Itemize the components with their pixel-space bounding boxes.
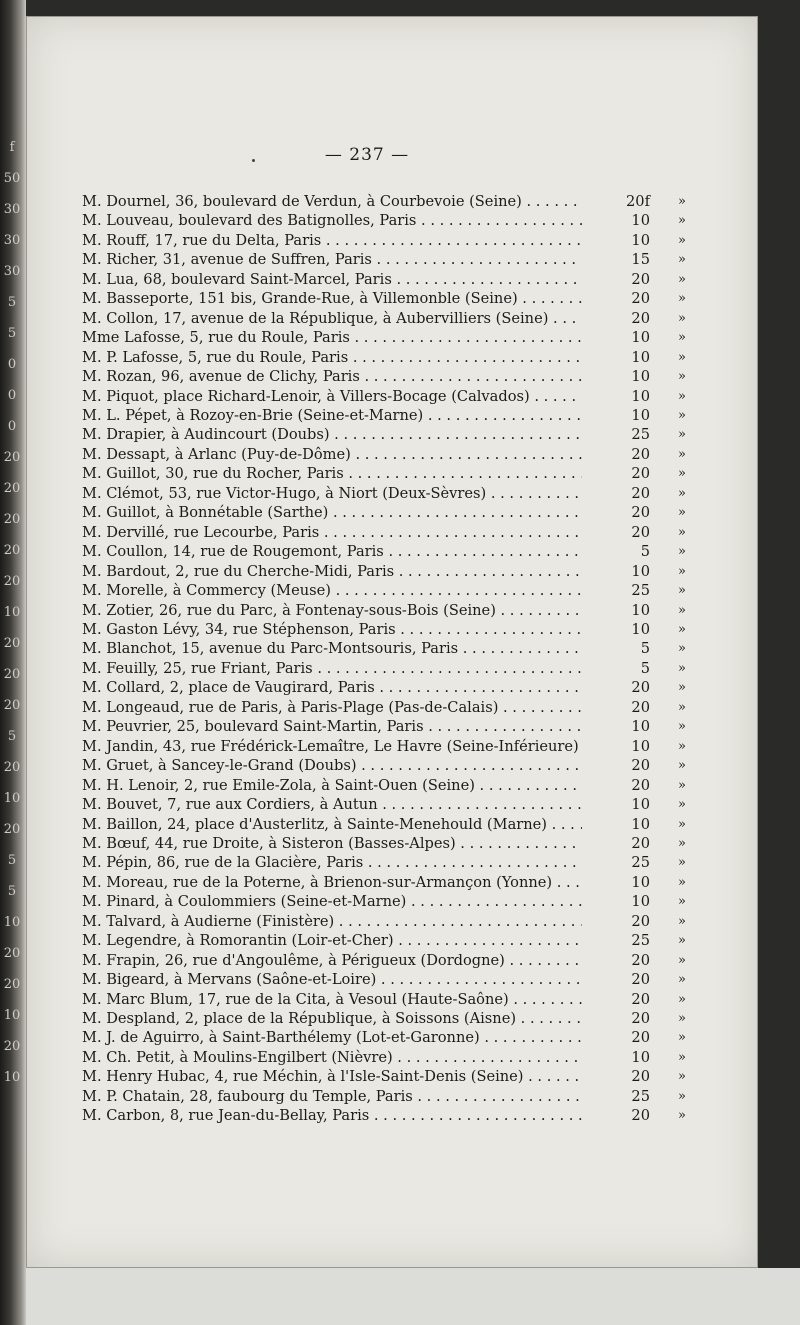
subscriber-name-address: M. Bigeard, à Mervans (Saône-et-Loire) . . . [82, 970, 582, 989]
scan-background [26, 1268, 800, 1325]
centimes-mark: » [678, 855, 686, 871]
list-item [82, 659, 694, 678]
subscriber-name-address: M. L. Pépet, à Rozoy-en-Brie (Seine-et-Marne) . . . [82, 406, 582, 425]
subscriber-name-address: M. Frapin, 26, rue d'Angoulême, à Périgueux (Dordogne) . . . [82, 951, 582, 970]
list-item [82, 853, 694, 872]
list-item [82, 1087, 694, 1106]
centimes-mark: » [678, 816, 686, 832]
edge-fragment: 30 [3, 233, 21, 248]
subscription-amount: 10 [631, 329, 650, 347]
centimes-mark: » [678, 466, 686, 482]
list-item [82, 328, 694, 347]
subscriber-name-address: M. Blanchot, 15, avenue du Parc-Montsouris, Paris . . . [82, 639, 582, 658]
subscriber-name-address: M. Basseporte, 151 bis, Grande-Rue, à Villemonble (Seine) . . . [82, 289, 582, 308]
subscription-amount: 20 [631, 757, 650, 775]
subscription-amount: 10 [631, 212, 650, 230]
subscriber-name-address: M. Morelle, à Commercy (Meuse) . . . [82, 581, 582, 600]
list-item [82, 503, 694, 522]
subscription-amount: 15 [631, 251, 650, 269]
subscriber-name-address: M. Lua, 68, boulevard Saint-Marcel, Paris . . . [82, 270, 582, 289]
centimes-mark: » [678, 797, 686, 813]
list-item [82, 1048, 694, 1067]
list-item [82, 698, 694, 717]
list-item [82, 912, 694, 931]
subscriber-name-address: M. Peuvrier, 25, boulevard Saint-Martin, Paris . . . [82, 717, 582, 736]
subscription-amount: 10 [631, 1048, 650, 1066]
centimes-mark: » [678, 291, 686, 307]
centimes-mark: » [678, 407, 686, 423]
subscription-amount: 25 [631, 932, 650, 950]
list-item [82, 970, 694, 989]
list-item [82, 815, 694, 834]
subscriber-name-address: M. Dervillé, rue Lecourbe, Paris . . . [82, 523, 582, 542]
list-item [82, 425, 694, 444]
subscriber-name-address: M. Dournel, 36, boulevard de Verdun, à Courbevoie (Seine) . . . [82, 192, 582, 211]
list-item [82, 387, 694, 406]
subscription-amount: 5 [640, 659, 650, 677]
list-item [82, 1067, 694, 1086]
centimes-mark: » [678, 933, 686, 949]
subscriber-name-address: M. Feuilly, 25, rue Friant, Paris . . . [82, 659, 582, 678]
list-item [82, 834, 694, 853]
centimes-mark: » [678, 1069, 686, 1085]
edge-fragment: 5 [7, 295, 17, 310]
list-item [82, 523, 694, 542]
subscription-amount: 10 [631, 231, 650, 249]
subscription-amount: 25 [631, 854, 650, 872]
centimes-mark: » [678, 738, 686, 754]
subscription-amount: 20 [631, 504, 650, 522]
subscriber-name-address: M. Coullon, 14, rue de Rougemont, Paris . . . [82, 542, 582, 561]
subscriber-name-address: M. Guillot, à Bonnétable (Sarthe) . . . [82, 503, 582, 522]
list-item [82, 795, 694, 814]
list-item [82, 678, 694, 697]
edge-fragment: 20 [3, 760, 21, 775]
centimes-mark: » [678, 660, 686, 676]
centimes-mark: » [678, 271, 686, 287]
list-item [82, 406, 694, 425]
subscriber-name-address: M. Clémot, 53, rue Victor-Hugo, à Niort (Deux-Sèvres) . . . [82, 484, 582, 503]
edge-fragment: 20 [3, 977, 21, 992]
subscriber-name-address: Mme Lafosse, 5, rue du Roule, Paris . . . [82, 328, 582, 347]
centimes-mark: » [678, 777, 686, 793]
subscriber-name-address: M. Bouvet, 7, rue aux Cordiers, à Autun . . . [82, 795, 582, 814]
edge-fragment: 5 [7, 729, 17, 744]
list-item [82, 717, 694, 736]
edge-fragment: 30 [3, 202, 21, 217]
centimes-mark: » [678, 427, 686, 443]
edge-fragment: 0 [7, 419, 17, 434]
edge-fragment: 5 [7, 884, 17, 899]
subscription-amount: 10 [631, 387, 650, 405]
list-item [82, 464, 694, 483]
edge-fragment: 10 [3, 791, 21, 806]
subscription-amount: 10 [631, 718, 650, 736]
edge-fragment: 20 [3, 946, 21, 961]
list-item [82, 620, 694, 639]
subscriber-name-address: M. Dessapt, à Arlanc (Puy-de-Dôme) . . . [82, 445, 582, 464]
subscriber-name-address: M. Legendre, à Romorantin (Loir-et-Cher) . . . [82, 931, 582, 950]
edge-fragment: 30 [3, 264, 21, 279]
subscriber-name-address: M. Carbon, 8, rue Jean-du-Bellay, Paris . . . [82, 1106, 582, 1125]
centimes-mark: » [678, 894, 686, 910]
subscription-amount: 10 [631, 620, 650, 638]
centimes-mark: » [678, 485, 686, 501]
list-item [82, 1106, 694, 1125]
edge-fragment: 20 [3, 512, 21, 527]
edge-fragment: 10 [3, 605, 21, 620]
subscription-amount: 5 [640, 640, 650, 658]
subscriber-name-address: M. Marc Blum, 17, rue de la Cita, à Vesoul (Haute-Saône) . . . [82, 990, 582, 1009]
centimes-mark: » [678, 699, 686, 715]
centimes-mark: » [678, 524, 686, 540]
subscription-amount: 20 [631, 309, 650, 327]
edge-fragment: 50 [3, 171, 21, 186]
subscription-amount: 20 [631, 1029, 650, 1047]
list-item [82, 289, 694, 308]
subscription-amount: 10 [631, 737, 650, 755]
centimes-mark: » [678, 232, 686, 248]
list-item [82, 445, 694, 464]
centimes-mark: » [678, 583, 686, 599]
subscription-amount: 10 [631, 796, 650, 814]
subscriber-name-address: M. Gaston Lévy, 34, rue Stéphenson, Paris . . . [82, 620, 582, 639]
edge-fragment: f [9, 140, 15, 155]
subscriber-name-address: M. Rozan, 96, avenue de Clichy, Paris . . . [82, 367, 582, 386]
edge-fragment: 10 [3, 1070, 21, 1085]
list-item [82, 776, 694, 795]
centimes-mark: » [678, 680, 686, 696]
subscription-amount: 20 [631, 990, 650, 1008]
subscription-amount: 20 [631, 1107, 650, 1125]
list-item [82, 250, 694, 269]
centimes-mark: » [678, 505, 686, 521]
centimes-mark: » [678, 1108, 686, 1124]
subscriber-name-address: M. Baillon, 24, place d'Austerlitz, à Sainte-Menehould (Marne) . . . [82, 815, 582, 834]
subscription-amount: 10 [631, 815, 650, 833]
subscription-amount: 25 [631, 426, 650, 444]
centimes-mark: » [678, 913, 686, 929]
page-number: — 237 — [324, 145, 410, 165]
subscription-amount: 20 [631, 912, 650, 930]
list-item [82, 931, 694, 950]
subscription-amount: 20 [631, 971, 650, 989]
list-item [82, 231, 694, 250]
subscription-amount: 25 [631, 582, 650, 600]
subscriber-name-address: M. Jandin, 43, rue Frédérick-Lemaître, Le Havre (Seine-Inférieure) . . . [82, 737, 582, 756]
subscription-amount: 10 [631, 873, 650, 891]
subscriber-name-address: M. P. Chatain, 28, faubourg du Temple, Paris . . . [82, 1087, 582, 1106]
subscription-amount: 20 [631, 834, 650, 852]
list-item [82, 1009, 694, 1028]
subscriber-name-address: M. P. Lafosse, 5, rue du Roule, Paris . . . [82, 348, 582, 367]
edge-fragment: 20 [3, 543, 21, 558]
list-item [82, 951, 694, 970]
subscriber-name-address: M. Drapier, à Audincourt (Doubs) . . . [82, 425, 582, 444]
list-item [82, 211, 694, 230]
subscription-amount: 20 [631, 523, 650, 541]
centimes-mark: » [678, 1011, 686, 1027]
subscriber-name-address: M. Louveau, boulevard des Batignolles, Paris . . . [82, 211, 582, 230]
subscriber-name-address: M. Pépin, 86, rue de la Glacière, Paris . . . [82, 853, 582, 872]
subscription-amount: 10 [631, 406, 650, 424]
centimes-mark: » [678, 349, 686, 365]
edge-fragment: 5 [7, 326, 17, 341]
centimes-mark: » [678, 563, 686, 579]
list-item [82, 990, 694, 1009]
edge-fragment: 20 [3, 698, 21, 713]
subscription-amount: 20 [631, 1068, 650, 1086]
centimes-mark: » [678, 1049, 686, 1065]
list-item [82, 639, 694, 658]
subscriber-name-address: M. Collon, 17, avenue de la République, à Aubervilliers (Seine) . . . [82, 309, 582, 328]
centimes-mark: » [678, 310, 686, 326]
centimes-mark: » [678, 874, 686, 890]
edge-fragment: 20 [3, 1039, 21, 1054]
subscriber-name-address: M. Guillot, 30, rue du Rocher, Paris . . . [82, 464, 582, 483]
subscriber-name-address: M. Zotier, 26, rue du Parc, à Fontenay-sous-Bois (Seine) . . . [82, 601, 582, 620]
subscription-amount: 20 [631, 465, 650, 483]
subscriber-name-address: M. H. Lenoir, 2, rue Emile-Zola, à Saint-Ouen (Seine) . . . [82, 776, 582, 795]
subscriber-name-address: M. Longeaud, rue de Paris, à Paris-Plage (Pas-de-Calais) . . . [82, 698, 582, 717]
subscription-amount: 10 [631, 368, 650, 386]
centimes-mark: » [678, 544, 686, 560]
subscription-amount: 10 [631, 601, 650, 619]
subscriber-name-address: M. Richer, 31, avenue de Suffren, Paris . . . [82, 250, 582, 269]
subscription-amount: 5 [640, 543, 650, 561]
list-item [82, 737, 694, 756]
subscriber-name-address: M. Despland, 2, place de la République, à Soissons (Aisne) . . . [82, 1009, 582, 1028]
adjacent-page-edge [0, 0, 26, 1325]
subscription-amount: 10 [631, 348, 650, 366]
centimes-mark: » [678, 758, 686, 774]
list-item [82, 309, 694, 328]
centimes-mark: » [678, 388, 686, 404]
centimes-mark: » [678, 446, 686, 462]
list-item [82, 873, 694, 892]
subscriber-name-address: M. Rouff, 17, rue du Delta, Paris . . . [82, 231, 582, 250]
subscription-amount: 20 [631, 951, 650, 969]
subscription-amount: 20 [631, 679, 650, 697]
list-item [82, 892, 694, 911]
list-item [82, 484, 694, 503]
list-item [82, 601, 694, 620]
edge-fragment: 20 [3, 636, 21, 651]
subscription-amount: 20 [631, 776, 650, 794]
subscriber-name-address: M. Piquot, place Richard-Lenoir, à Villers-Bocage (Calvados) . . . [82, 387, 582, 406]
centimes-mark: » [678, 991, 686, 1007]
centimes-mark: » [678, 330, 686, 346]
centimes-mark: » [678, 1088, 686, 1104]
centimes-mark: » [678, 252, 686, 268]
document-page [26, 16, 758, 1268]
edge-fragment: 20 [3, 822, 21, 837]
edge-fragment: 5 [7, 853, 17, 868]
centimes-mark: » [678, 369, 686, 385]
subscriber-name-address: M. J. de Aguirro, à Saint-Barthélemy (Lot-et-Garonne) . . . [82, 1028, 582, 1047]
subscriber-name-address: M. Talvard, à Audierne (Finistère) . . . [82, 912, 582, 931]
subscription-amount: 20 [631, 698, 650, 716]
subscription-amount: 20 [631, 1010, 650, 1028]
list-item [82, 756, 694, 775]
edge-fragment: 0 [7, 357, 17, 372]
subscriber-name-address: M. Bœuf, 44, rue Droite, à Sisteron (Basses-Alpes) . . . [82, 834, 582, 853]
centimes-mark: » [678, 952, 686, 968]
centimes-mark: » [678, 972, 686, 988]
centimes-mark: » [678, 213, 686, 229]
subscriber-name-address: M. Ch. Petit, à Moulins-Engilbert (Nièvre) . . . [82, 1048, 582, 1067]
list-item [82, 562, 694, 581]
subscriber-name-address: M. Henry Hubac, 4, rue Méchin, à l'Isle-Saint-Denis (Seine) . . . [82, 1067, 582, 1086]
list-item [82, 348, 694, 367]
subscription-amount: 20 [631, 270, 650, 288]
subscriber-list [82, 192, 694, 1126]
subscription-amount: 20 [631, 484, 650, 502]
subscription-amount: 20 [631, 290, 650, 308]
centimes-mark: » [678, 719, 686, 735]
subscription-amount: 10 [631, 893, 650, 911]
centimes-mark: » [678, 621, 686, 637]
edge-fragment: 20 [3, 574, 21, 589]
subscription-amount: 10 [631, 562, 650, 580]
subscriber-name-address: M. Pinard, à Coulommiers (Seine-et-Marne) . . . [82, 892, 582, 911]
list-item [82, 367, 694, 386]
list-item [82, 581, 694, 600]
centimes-mark: » [678, 194, 686, 209]
subscription-amount: 20f [626, 193, 650, 210]
list-item [82, 270, 694, 289]
centimes-mark: » [678, 641, 686, 657]
edge-fragment: 20 [3, 450, 21, 465]
edge-fragment: 0 [7, 388, 17, 403]
edge-fragment: 20 [3, 667, 21, 682]
edge-fragment: 10 [3, 1008, 21, 1023]
subscriber-name-address: M. Bardout, 2, rue du Cherche-Midi, Paris . . . [82, 562, 582, 581]
subscription-amount: 25 [631, 1087, 650, 1105]
subscriber-name-address: M. Gruet, à Sancey-le-Grand (Doubs) . . . [82, 756, 582, 775]
list-item [82, 1028, 694, 1047]
subscriber-name-address: M. Collard, 2, place de Vaugirard, Paris . . . [82, 678, 582, 697]
subscription-amount: 20 [631, 445, 650, 463]
edge-fragment: 10 [3, 915, 21, 930]
centimes-mark: » [678, 1030, 686, 1046]
list-item [82, 542, 694, 561]
list-item [82, 192, 694, 211]
edge-fragment: 20 [3, 481, 21, 496]
centimes-mark: » [678, 835, 686, 851]
subscriber-name-address: M. Moreau, rue de la Poterne, à Brienon-sur-Armançon (Yonne) . . . [82, 873, 582, 892]
centimes-mark: » [678, 602, 686, 618]
